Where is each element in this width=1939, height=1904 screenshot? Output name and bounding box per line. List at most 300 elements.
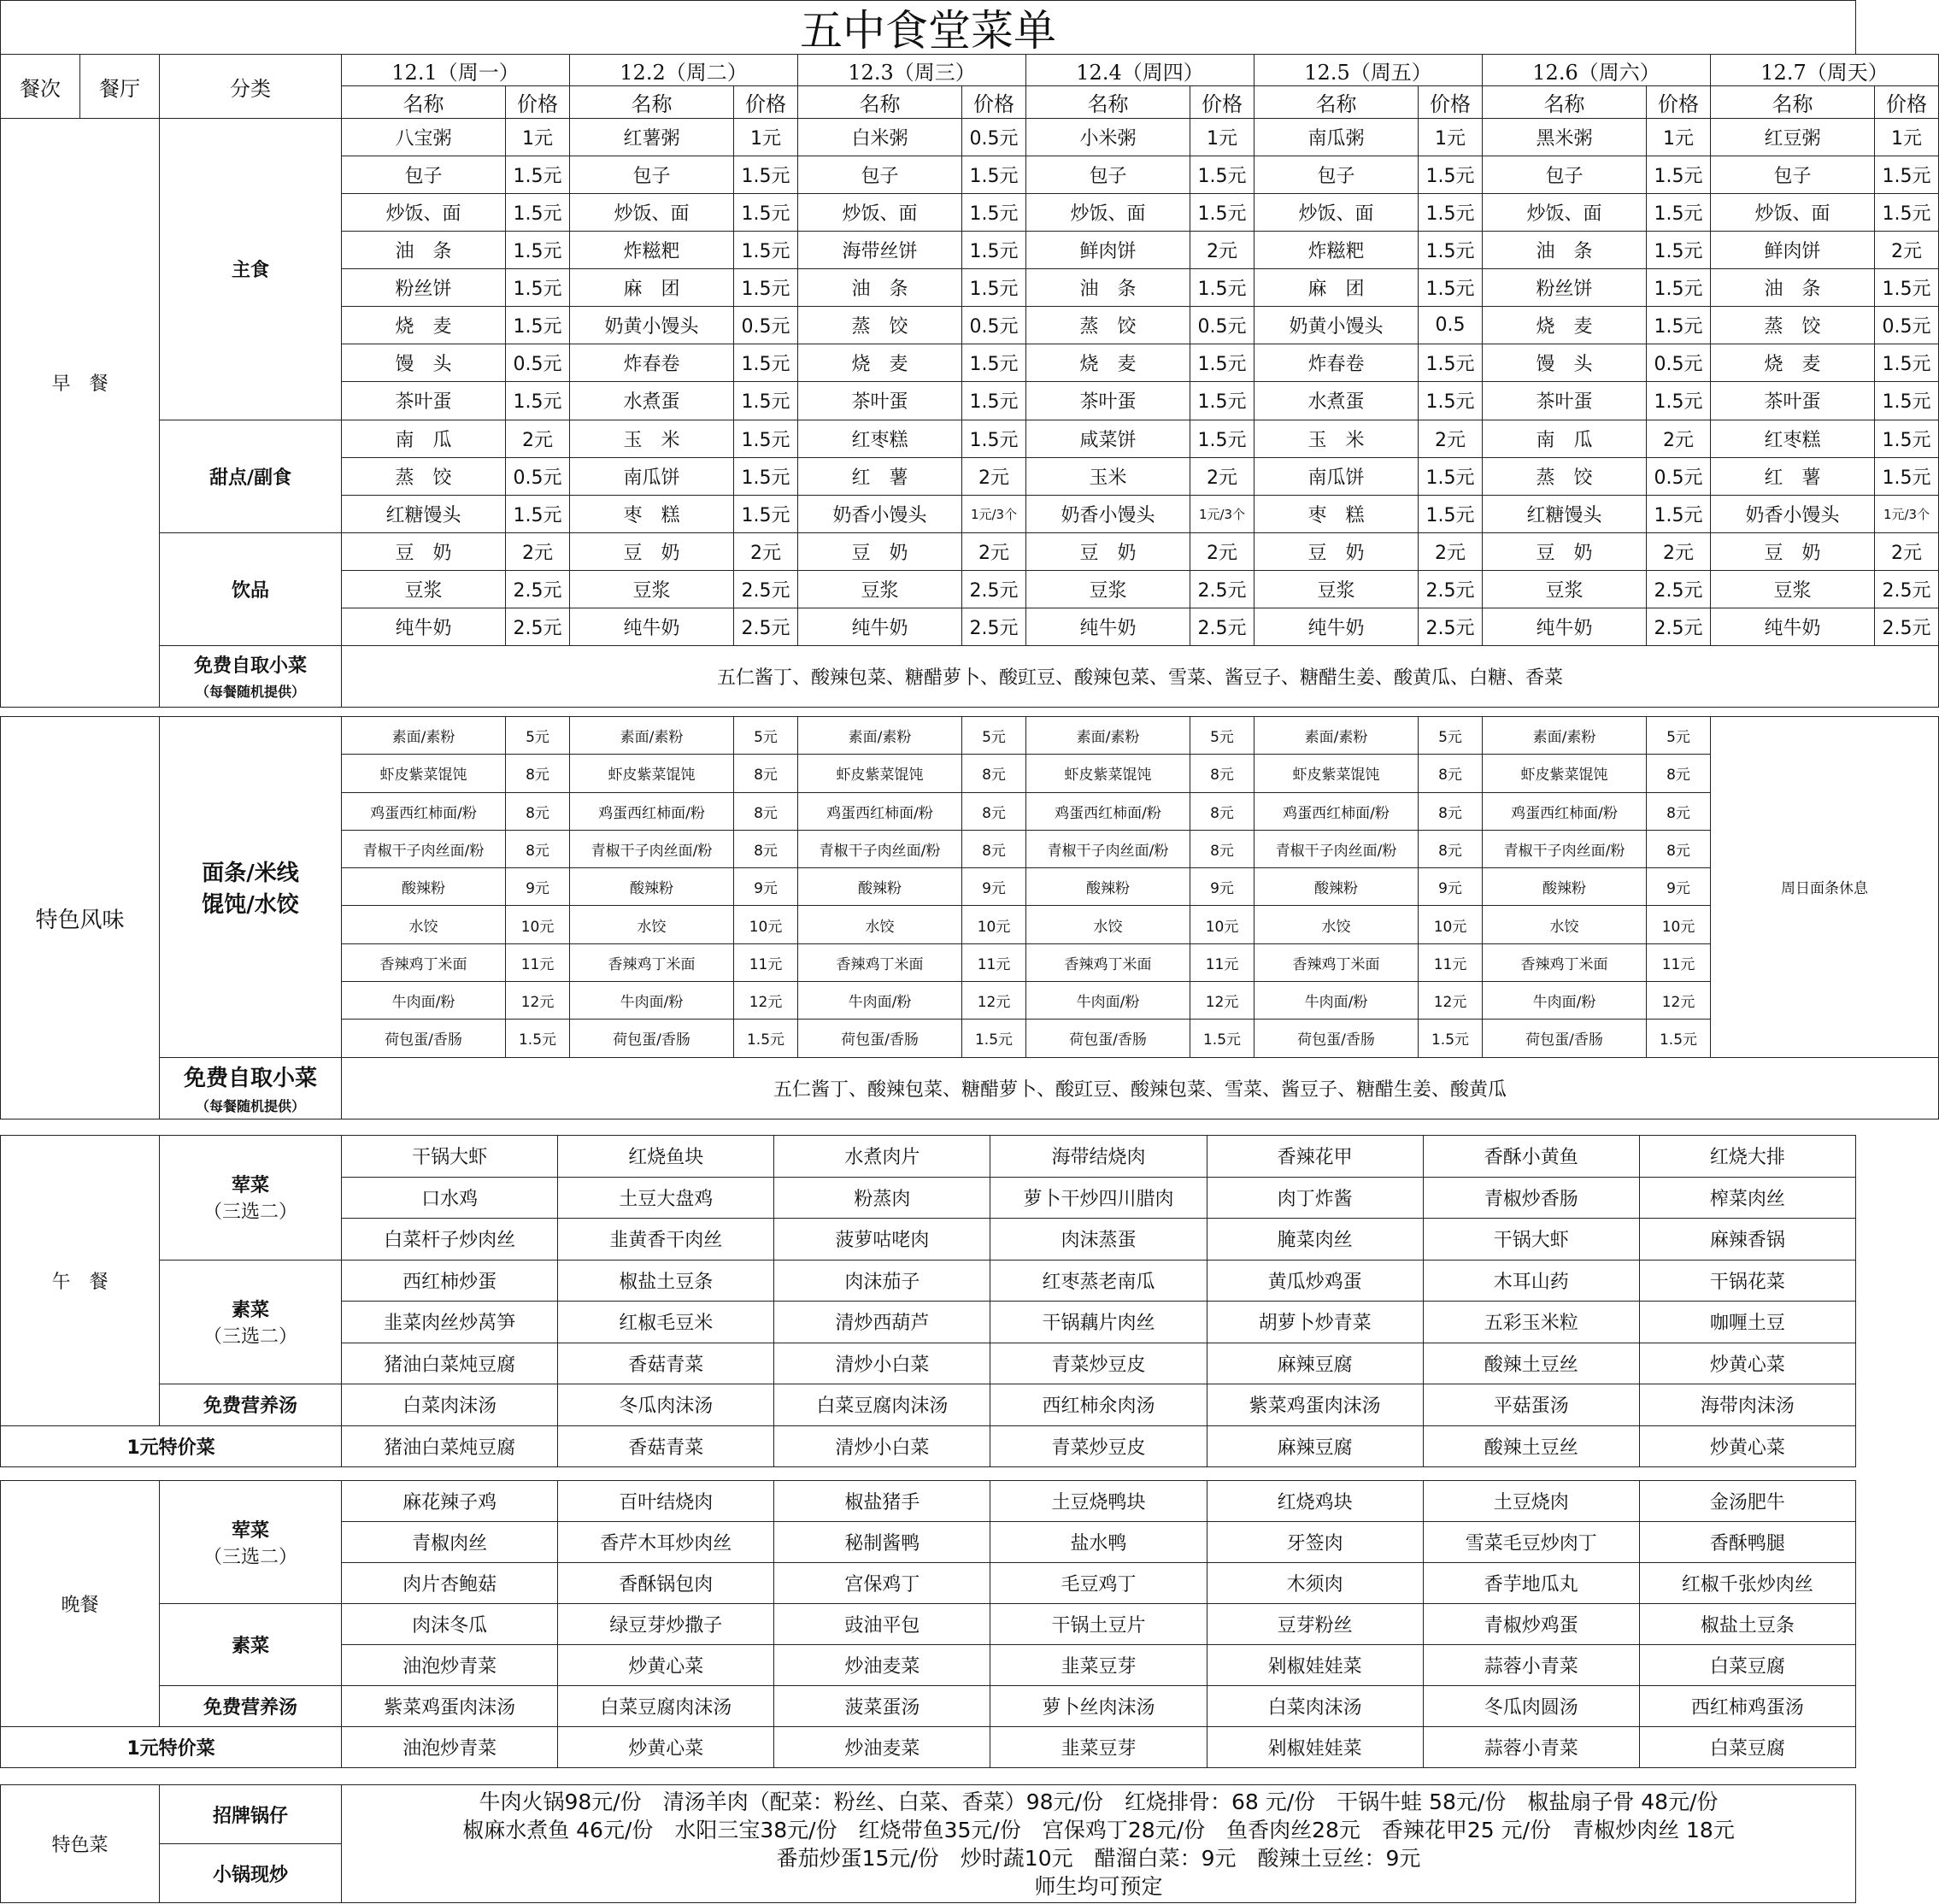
table-row [1,1136,1856,1178]
dish-price: 11元 [506,943,570,981]
dish-name: 豆 奶 [1026,532,1190,570]
feature-line: 椒麻水煮鱼 46元/份 水阳三宝38元/份 红烧带鱼35元/份 宫保鸡丁28元/份 鱼香肉丝28元 香辣花甲25 元/份 青椒炒肉丝 18元 [462,1817,1735,1842]
special-dish: 油泡炒青菜 [342,1727,558,1768]
dish-price: 2元 [734,532,798,570]
dish-name: 土豆烧肉 [1423,1481,1639,1522]
dish-name: 青椒干子肉丝面/粉 [570,830,734,867]
soup-label: 免费营养汤 [160,1686,342,1727]
table-row [1,1425,1856,1467]
dish-name: 虾皮紫菜馄饨 [342,755,506,792]
dish-price: 1.5元 [734,232,798,269]
dish-name: 干锅大虾 [342,1136,558,1178]
soup-name: 平菇蛋汤 [1423,1384,1639,1426]
dish-name: 鲜肉饼 [1026,232,1190,269]
breakfast-blank [1,645,160,707]
dish-name: 蒸 饺 [1711,307,1875,344]
dish-name: 青椒肉丝 [342,1522,558,1563]
dish-price: 1.5元 [1875,269,1939,307]
dish-name: 蒸 饺 [342,457,506,495]
table-row [1,119,1939,156]
dish-name: 麻辣香锅 [1639,1219,1855,1261]
dish-name: 纯牛奶 [1711,608,1875,645]
dish-name: 牛肉面/粉 [1026,981,1190,1019]
free-sides-list: 五仁酱丁、酸辣包菜、糖醋萝卜、酸豇豆、酸辣包菜、雪菜、酱豆子、糖醋生姜、酸黄瓜、白糖、香菜 [342,645,1939,707]
dish-name: 烧 麦 [1483,307,1647,344]
dish-price: 1.5元 [1419,194,1483,232]
dish-price: 2.5元 [1647,570,1711,608]
dish-price: 11元 [1647,943,1711,981]
dish-name: 奶黄小馒头 [1254,307,1419,344]
name-col-header: 名称 [570,86,734,119]
dish-name: 素面/素粉 [342,717,506,755]
dish-name: 毛豆鸡丁 [990,1563,1207,1604]
dish-name: 麻花辣子鸡 [342,1481,558,1522]
soup-name: 紫菜鸡蛋肉沫汤 [342,1686,558,1727]
dish-name: 荷包蛋/香肠 [1254,1020,1419,1057]
name-col-header: 名称 [1483,86,1647,119]
dish-price: 1.5元 [1419,1020,1483,1057]
dish-name: 麻 团 [570,269,734,307]
table-row [1,1481,1856,1522]
dish-price: 5元 [962,717,1026,755]
dish-price: 5元 [1190,717,1254,755]
dish-price: 2.5元 [1190,570,1254,608]
dish-name: 水饺 [1483,906,1647,943]
dish-name: 西红柿炒蛋 [342,1260,558,1302]
dish-name: 青椒干子肉丝面/粉 [798,830,962,867]
dish-price: 2.5元 [734,608,798,645]
feature-line: 番茄炒蛋15元/份 炒时蔬10元 醋溜白菜：9元 酸辣土豆丝：9元 [776,1845,1421,1871]
dish-name: 海带结烧肉 [990,1136,1207,1178]
dish-name: 豆芽粉丝 [1207,1604,1423,1645]
dinner-label: 晚餐 [1,1481,160,1727]
dish-name: 韭菜肉丝炒莴笋 [342,1302,558,1343]
dish-name: 干锅土豆片 [990,1604,1207,1645]
dish-name: 牛肉面/粉 [798,981,962,1019]
dish-price: 1.5元 [1190,194,1254,232]
dish-name: 蒸 饺 [1483,457,1647,495]
dish-price: 1元/3个 [1875,495,1939,532]
dish-name: 油 条 [342,232,506,269]
dish-price: 1.5元 [1875,382,1939,420]
dish-price: 1.5元 [734,420,798,457]
dish-name: 水煮蛋 [1254,382,1419,420]
dish-name: 豆浆 [798,570,962,608]
dish-price: 1.5元 [1647,194,1711,232]
table-row [1,645,1939,707]
dish-price: 9元 [506,868,570,906]
day-header: 12.7（周天） [1711,55,1939,86]
dish-price: 1元/3个 [962,495,1026,532]
dish-price: 1.5元 [1647,156,1711,194]
header-table [0,54,1939,119]
special-dish: 炒油麦菜 [774,1727,990,1768]
category-label: 饮品 [160,532,342,645]
dish-price: 11元 [1190,943,1254,981]
dish-name: 菠萝咕咾肉 [774,1219,990,1261]
dish-price: 2元 [1875,232,1939,269]
dish-name: 鸡蛋西红柿面/粉 [1254,792,1419,830]
dish-price: 12元 [734,981,798,1019]
table-row [1,532,1939,570]
dish-price: 8元 [506,792,570,830]
dish-name: 酸辣粉 [1254,868,1419,906]
table-row [1,1604,1856,1645]
dish-name: 炒黄心菜 [1639,1343,1855,1384]
dish-price: 1.5元 [1875,156,1939,194]
dish-price: 11元 [734,943,798,981]
special-label: 1元特价菜 [1,1727,342,1768]
table-row [1,717,1939,755]
dish-name: 素面/素粉 [798,717,962,755]
dish-price: 2.5元 [962,608,1026,645]
special-dish: 炒黄心菜 [558,1727,774,1768]
dish-name: 炒饭、面 [342,194,506,232]
dish-price: 0.5元 [962,307,1026,344]
dish-name: 包子 [1483,156,1647,194]
category-note: （三选二） [203,1325,298,1348]
dish-price: 8元 [1190,830,1254,867]
dish-price: 9元 [962,868,1026,906]
dish-price: 1.5元 [1647,232,1711,269]
dish-price: 1元 [1875,119,1939,156]
table-row [1,1057,1939,1119]
dish-price: 11元 [962,943,1026,981]
dish-name: 红糖馒头 [1483,495,1647,532]
dish-name: 纯牛奶 [342,608,506,645]
dish-price: 1.5元 [506,156,570,194]
dish-price: 1.5元 [1419,344,1483,382]
dish-name: 香辣鸡丁米面 [342,943,506,981]
dish-price: 1.5元 [734,495,798,532]
dish-price: 1.5元 [506,495,570,532]
dish-price: 9元 [1647,868,1711,906]
dish-name: 南 瓜 [342,420,506,457]
dish-price: 1.5元 [962,1020,1026,1057]
dish-name: 咸菜饼 [1026,420,1190,457]
dish-name: 水煮蛋 [570,382,734,420]
dish-price: 1.5元 [1875,420,1939,457]
dish-name: 包子 [342,156,506,194]
dish-name: 香芹木耳炒肉丝 [558,1522,774,1563]
dish-price: 1.5元 [734,344,798,382]
dish-price: 1元 [1647,119,1711,156]
price-col-header: 价格 [1875,86,1939,119]
category-label [160,1260,342,1384]
dish-price: 10元 [734,906,798,943]
category-title: 荤菜 [232,1175,270,1197]
dish-name: 香酥鸭腿 [1639,1522,1855,1563]
dish-name: 油 条 [1026,269,1190,307]
dish-price: 1.5元 [734,194,798,232]
dish-name: 纯牛奶 [1254,608,1419,645]
dish-price: 1.5元 [1647,382,1711,420]
special-dish: 韭菜豆芽 [990,1727,1207,1768]
dish-name: 黄瓜炒鸡蛋 [1207,1260,1423,1302]
dish-name: 素面/素粉 [570,717,734,755]
dish-price: 8元 [734,755,798,792]
dish-name: 荷包蛋/香肠 [342,1020,506,1057]
meal-col-header: 餐次 [1,55,80,119]
dish-price: 10元 [1190,906,1254,943]
dish-name: 麻 团 [1254,269,1419,307]
dish-name: 海带丝饼 [798,232,962,269]
dish-name: 鸡蛋西红柿面/粉 [1483,792,1647,830]
breakfast-label: 早 餐 [1,119,160,646]
dish-price: 1.5元 [1647,269,1711,307]
dish-name: 酸辣粉 [570,868,734,906]
day-header: 12.4（周四） [1026,55,1254,86]
dish-name: 豆 奶 [1483,532,1647,570]
dish-price: 8元 [1190,755,1254,792]
name-col-header: 名称 [342,86,506,119]
category-title: 荤菜 [232,1519,270,1542]
dish-name: 炸春卷 [570,344,734,382]
dish-price: 2元 [1419,420,1483,457]
dish-name: 枣 糕 [1254,495,1419,532]
category-col-header: 分类 [160,55,342,119]
dish-price: 2.5元 [1190,608,1254,645]
dish-price: 8元 [1190,792,1254,830]
dish-name: 红豆粥 [1711,119,1875,156]
dish-name: 豆浆 [1026,570,1190,608]
dish-name: 牛肉面/粉 [342,981,506,1019]
soup-name: 西红柿鸡蛋汤 [1639,1686,1855,1727]
dish-name: 绿豆芽炒撒子 [558,1604,774,1645]
category-title: 素菜 [232,1636,270,1657]
dish-name: 椒盐土豆条 [1639,1604,1855,1645]
dish-price: 1.5元 [1419,457,1483,495]
dish-name: 虾皮紫菜馄饨 [1026,755,1190,792]
dish-name: 豆 奶 [342,532,506,570]
dish-price: 2.5元 [962,570,1026,608]
dish-name: 茶叶蛋 [1026,382,1190,420]
dish-name: 青椒干子肉丝面/粉 [1026,830,1190,867]
dish-name: 青椒干子肉丝面/粉 [1483,830,1647,867]
dish-name: 青菜炒豆皮 [990,1343,1207,1384]
dish-name: 南瓜粥 [1254,119,1419,156]
dish-name: 红枣糕 [1711,420,1875,457]
dish-name: 清炒小白菜 [774,1343,990,1384]
dish-name: 油泡炒青菜 [342,1645,558,1686]
dish-name: 虾皮紫菜馄饨 [798,755,962,792]
dish-name: 香辣花甲 [1207,1136,1423,1178]
dish-name: 香酥小黄鱼 [1423,1136,1639,1178]
dish-price: 1.5元 [962,344,1026,382]
category-label [160,1481,342,1604]
dish-name: 香辣鸡丁米面 [1483,943,1647,981]
dish-name: 粉丝饼 [1483,269,1647,307]
lunch-label: 午 餐 [1,1136,160,1426]
dish-name: 荷包蛋/香肠 [570,1020,734,1057]
dish-price: 8元 [1647,792,1711,830]
special-dish: 酸辣土豆丝 [1423,1425,1639,1467]
dish-name: 白米粥 [798,119,962,156]
dish-name: 奶香小馒头 [1711,495,1875,532]
sunday-note: 周日面条休息 [1711,717,1939,1058]
feature-line: 师生均可预定 [1034,1873,1163,1899]
dish-price: 8元 [1419,792,1483,830]
dish-price: 1.5元 [1647,495,1711,532]
dish-price: 8元 [734,792,798,830]
dish-name: 青椒干子肉丝面/粉 [1254,830,1419,867]
dish-name: 酸辣土豆丝 [1423,1343,1639,1384]
dish-name: 白菜杆子炒肉丝 [342,1219,558,1261]
dish-name: 红糖馒头 [342,495,506,532]
soup-name: 海带肉沫汤 [1639,1384,1855,1426]
dish-price: 9元 [1190,868,1254,906]
dish-price: 1.5元 [1419,382,1483,420]
dish-name: 虾皮紫菜馄饨 [1483,755,1647,792]
name-col-header: 名称 [1026,86,1190,119]
dish-name: 肉片杏鲍菇 [342,1563,558,1604]
dish-name: 牛肉面/粉 [1483,981,1647,1019]
dish-price: 12元 [1190,981,1254,1019]
dish-price: 1元 [506,119,570,156]
dish-name: 香酥锅包肉 [558,1563,774,1604]
feature-text [342,1785,1856,1903]
specialty-table [0,716,1939,1119]
category-note: （三选二） [203,1546,298,1568]
dish-price: 12元 [962,981,1026,1019]
day-header: 12.1（周一） [342,55,570,86]
menu-title: 五中食堂菜单 [0,0,1856,55]
category-label [160,1604,342,1686]
dish-name: 红枣糕 [798,420,962,457]
dish-name: 干锅花菜 [1639,1260,1855,1302]
dish-name: 蒸 饺 [1026,307,1190,344]
dish-price: 0.5元 [1647,457,1711,495]
dish-name: 蒸 饺 [798,307,962,344]
table-row [1,1686,1856,1727]
soup-name: 冬瓜肉沫汤 [558,1384,774,1426]
dish-price: 0.5元 [506,344,570,382]
dish-name: 盐水鸭 [990,1522,1207,1563]
dish-name: 包子 [1026,156,1190,194]
dish-name: 豆浆 [1483,570,1647,608]
dish-name: 烧 麦 [1711,344,1875,382]
dish-name: 韭黄香干肉丝 [558,1219,774,1261]
table-row [1,1727,1856,1768]
dish-price: 10元 [962,906,1026,943]
dish-price: 0.5元 [1190,307,1254,344]
feature-table [0,1784,1856,1903]
special-dish: 猪油白菜炖豆腐 [342,1425,558,1467]
dish-name: 烧 麦 [1026,344,1190,382]
dish-name: 肉沫蒸蛋 [990,1219,1207,1261]
dish-name: 酸辣粉 [798,868,962,906]
price-col-header: 价格 [1190,86,1254,119]
dish-name: 香辣鸡丁米面 [1026,943,1190,981]
price-col-header: 价格 [1647,86,1711,119]
dish-name: 小米粥 [1026,119,1190,156]
dish-name: 腌菜肉丝 [1207,1219,1423,1261]
dish-name: 红烧鸡块 [1207,1481,1423,1522]
dish-price: 2元 [1190,532,1254,570]
dish-name: 包子 [1711,156,1875,194]
soup-name: 西红柿氽肉汤 [990,1384,1207,1426]
dish-name: 红椒毛豆米 [558,1302,774,1343]
dish-price: 8元 [962,792,1026,830]
dish-price: 1.5元 [506,307,570,344]
dish-price: 1.5元 [1190,420,1254,457]
special-dish: 白菜豆腐 [1639,1727,1855,1768]
dish-price: 8元 [1647,830,1711,867]
hall-col-header: 餐厅 [80,55,160,119]
dish-name: 玉米 [1026,457,1190,495]
dish-name: 香芋地瓜丸 [1423,1563,1639,1604]
dish-name: 馒 头 [1483,344,1647,382]
dish-name: 馒 头 [342,344,506,382]
lunch-table [0,1135,1856,1467]
category-note: （三选二） [203,1202,298,1224]
dish-name: 水饺 [798,906,962,943]
dish-name: 青椒炒鸡蛋 [1423,1604,1639,1645]
dish-name: 土豆烧鸭块 [990,1481,1207,1522]
dish-name: 荷包蛋/香肠 [1483,1020,1647,1057]
dish-name: 豆浆 [342,570,506,608]
free-sides-note: （每餐随机提供） [196,684,306,701]
dish-name: 炒饭、面 [798,194,962,232]
dish-name: 八宝粥 [342,119,506,156]
dish-name: 素面/素粉 [1483,717,1647,755]
dish-name: 清炒西葫芦 [774,1302,990,1343]
dish-price: 2元 [506,532,570,570]
dish-price: 2元 [1190,457,1254,495]
dish-name: 雪菜毛豆炒肉丁 [1423,1522,1639,1563]
dish-name: 炒黄心菜 [558,1645,774,1686]
dish-name: 干锅大虾 [1423,1219,1639,1261]
dish-name: 猪油白菜炖豆腐 [342,1343,558,1384]
dish-name: 百叶结烧肉 [558,1481,774,1522]
dish-price: 12元 [1419,981,1483,1019]
dish-price: 12元 [506,981,570,1019]
dish-name: 肉沫冬瓜 [342,1604,558,1645]
category-line: 馄饨/水饺 [202,891,299,918]
category-label [160,1136,342,1261]
special-dish: 麻辣豆腐 [1207,1425,1423,1467]
dish-price: 8元 [962,755,1026,792]
dish-name: 炸糍粑 [570,232,734,269]
dish-name: 炒饭、面 [1254,194,1419,232]
dish-price: 5元 [1647,717,1711,755]
dish-name: 南瓜饼 [1254,457,1419,495]
dish-name: 香辣鸡丁米面 [1254,943,1419,981]
dish-price: 0.5元 [734,307,798,344]
dish-price: 0.5元 [1875,307,1939,344]
dish-name: 油 条 [1483,232,1647,269]
dish-price: 5元 [506,717,570,755]
dish-price: 1.5元 [962,382,1026,420]
dish-price: 1.5元 [1190,344,1254,382]
dish-name: 红枣蒸老南瓜 [990,1260,1207,1302]
dish-price: 0.5元 [962,119,1026,156]
dish-price: 1.5元 [962,269,1026,307]
dish-price: 5元 [1419,717,1483,755]
dish-price: 1元/3个 [1190,495,1254,532]
dish-name: 口水鸡 [342,1177,558,1219]
dish-name: 豆浆 [1254,570,1419,608]
dish-price: 1.5元 [734,457,798,495]
dish-name: 纯牛奶 [1483,608,1647,645]
dish-name: 宫保鸡丁 [774,1563,990,1604]
dish-name: 油 条 [1711,269,1875,307]
dish-price: 1.5元 [506,194,570,232]
free-sides-list: 五仁酱丁、酸辣包菜、糖醋萝卜、酸豇豆、酸辣包菜、雪菜、酱豆子、糖醋生姜、酸黄瓜 [342,1057,1939,1119]
dish-price: 2元 [962,457,1026,495]
dish-price: 2元 [1647,420,1711,457]
dish-name: 豆 奶 [798,532,962,570]
